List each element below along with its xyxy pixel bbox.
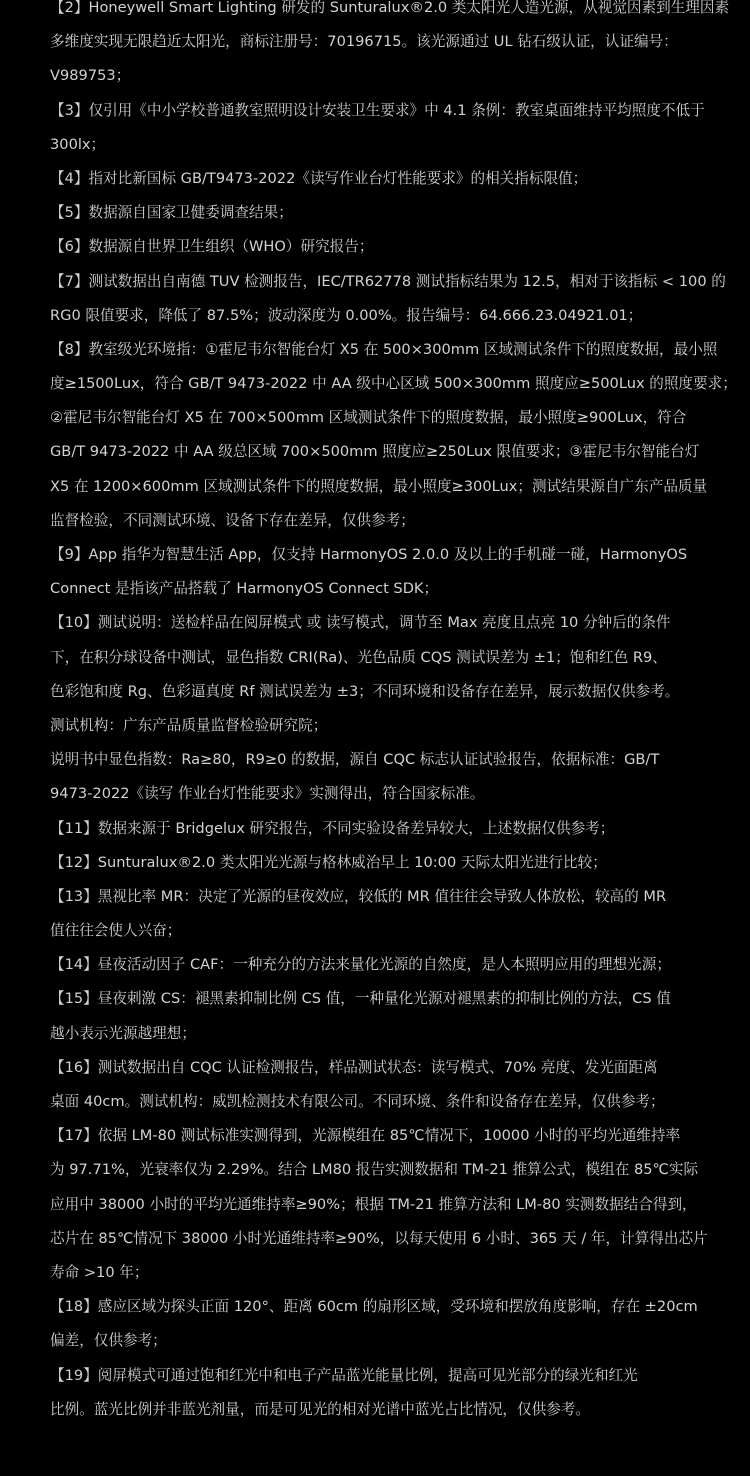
footnote-line: 应用中 38000 小时的平均光通维持率≥90%；根据 TM-21 推算方法和 LM-80 实测数据结合得到， [50,1195,697,1213]
footnote-line: 【19】阅屏模式可通过饱和红光中和电子产品蓝光能量比例，提高可见光部分的绿光和红光 [50,1366,638,1384]
footnote-line: 【10】测试说明：送检样品在阅屏模式 或 读写模式，调节至 Max 亮度且点亮 10 分钟后的条件 [50,614,671,632]
footnote-line: 色彩饱和度 Rg、色彩逼真度 Rf 测试误差为 ±3；不同环境和设备存在差异，展示数据仅供参考。 [50,682,680,700]
footnote-line: 测试机构：广东产品质量监督检验研究院； [50,716,328,734]
footnote-line: 越小表示光源越理想； [50,1024,196,1042]
footnote-line: 下，在积分球设备中测试，显色指数 CRI(Ra)、光色品质 CQS 测试误差为 ±1；饱和红色 R9、 [50,648,667,666]
footnote-line: 度≥1500Lux，符合 GB/T 9473-2022 中 AA 级中心区域 500×300mm 照度应≥500Lux 的照度要求； [50,375,737,393]
footnote-line: 【8】教室级光环境指：①霍尼韦尔智能台灯 X5 在 500×300mm 区域测试条件下的照度数据，最小照 [50,340,718,358]
footnote-line: RG0 限值要求，降低了 87.5%；波动深度为 0.00%。报告编号：64.666.23.04921.01； [50,306,643,324]
footnote-line: 【18】感应区域为探头正面 120°、距离 60cm 的扇形区域，受环境和摆放角度影响，存在 ±20cm [50,1298,698,1316]
footnote-line [50,1427,715,1461]
footnote-line: 【5】数据源自国家卫健委调查结果； [50,204,293,222]
footnote-line: 为 97.71%，光衰率仅为 2.29%。结合 LM80 报告实测数据和 TM-21 推算公式，模组在 85℃实际 [50,1161,699,1179]
footnote-line: V989753； [50,67,131,85]
footnote-line: 监督检验，不同测试环境、设备下存在差异，仅供参考； [50,511,415,529]
footnote-line: 说明书中显色指数：Ra≥80，R9≥0 的数据，源自 CQC 标志认证试验报告，依据标准：GB/T [50,751,660,769]
footnote-line: 【6】数据源自世界卫生组织（WHO）研究报告； [50,238,374,256]
footnote-line: 300lx； [50,135,106,153]
footnote-line: 【14】昼夜活动因子 CAF：一种充分的方法来量化光源的自然度，是人本照明应用的理想光源； [50,956,671,974]
footnote-line: 偏差，仅供参考； [50,1332,167,1350]
footnote-line: 芯片在 85℃情况下 38000 小时光通维持率≥90%，以每天使用 6 小时、365 天 / 年，计算得出芯片 [50,1229,708,1247]
footnote-line: GB/T 9473-2022 中 AA 级总区域 700×500mm 照度应≥250Lux 限值要求；③霍尼韦尔智能台灯 [50,443,700,461]
footnote-line: Connect 是指该产品搭载了 HarmonyOS Connect SDK； [50,580,439,598]
footnote-line: 【7】测试数据出自南德 TUV 检测报告，IEC/TR62778 测试指标结果为 12.5，相对于该指标 < 100 的 [50,272,726,290]
footnote-line: 【3】仅引用《中小学校普通教室照明设计安装卫生要求》中 4.1 条例：教室桌面维持平均照度不低于 [50,101,705,119]
footnote-line: 比例。蓝光比例并非蓝光剂量，而是可见光的相对光谱中蓝光占比情况，仅供参考。 [50,1400,590,1418]
footnotes-list [50,0,737,1461]
footnote-line: 寿命 >10 年； [50,1263,149,1281]
footnote-line: 【13】黑视比率 MR：决定了光源的昼夜效应，较低的 MR 值往往会导致人体放松，较高的 MR [50,887,667,905]
footnote-line: 【11】数据来源于 Bridgelux 研究报告，不同实验设备差异较大，上述数据仅供参考； [50,819,615,837]
footnote-line: 桌面 40cm。测试机构：威凯检测技术有限公司。不同环境、条件和设备存在差异，仅供参考； [50,1093,665,1110]
footnote-line: 9473-2022《读写 作业台灯性能要求》实测得出，符合国家标准。 [50,785,485,803]
footnote-line: 【2】Honeywell Smart Lighting 研发的 Sunturalux®2.0 类太阳光人造光源，从视觉因素到生理因素 [50,0,730,16]
footnote-line: 【4】指对比新国标 GB/T9473-2022《读写作业台灯性能要求》的相关指标限值； [50,169,588,187]
footnote-line: 多维度实现无限趋近太阳光，商标注册号：70196715。该光源通过 UL 钻石级认证，认证编号： [50,33,678,51]
footnote-line: 【12】Sunturalux®2.0 类太阳光光源与格林威治早上 10:00 天际太阳光进行比较； [50,853,607,871]
footnote-line: X5 在 1200×600mm 区域测试条件下的照度数据，最小照度≥300Lux；测试结果源自广东产品质量 [50,477,708,495]
footnote-line: 【16】测试数据出自 CQC 认证检测报告，样品测试状态：读写模式、70% 亮度、发光面距离 [50,1058,658,1076]
footnote-line: 【9】App 指华为智慧生活 App，仅支持 HarmonyOS 2.0.0 及以上的手机碰一碰，HarmonyOS [50,546,688,563]
footnote-line: 【15】昼夜刺激 CS：褪黑素抑制比例 CS 值，一种量化光源对褪黑素的抑制比例的方法，CS 值 [50,990,671,1008]
footnote-line: ②霍尼韦尔智能台灯 X5 在 700×500mm 区域测试条件下的照度数据，最小照度≥900Lux，符合 [50,409,687,427]
footnote-line: 值往往会使人兴奋； [50,922,182,940]
footnote-line: 【17】依据 LM-80 测试标准实测得到，光源模组在 85℃情况下，10000 小时的平均光通维持率 [50,1127,681,1145]
